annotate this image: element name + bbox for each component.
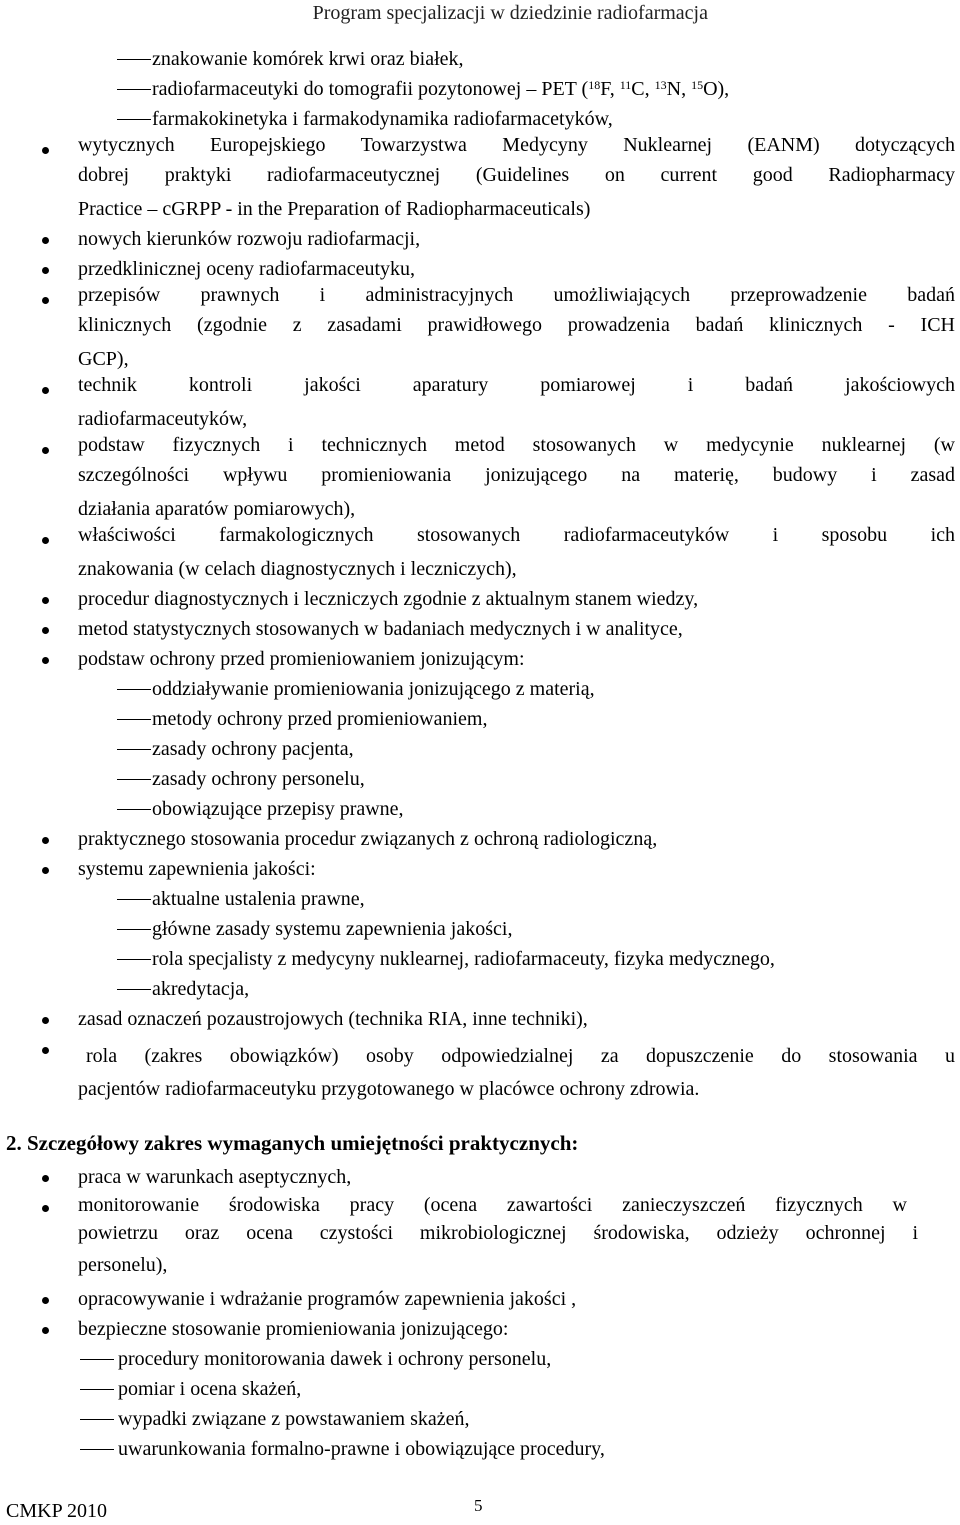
list-item: opracowywanie i wdrażanie programów zapewnienia jakości , — [78, 1288, 577, 1310]
list-item: oddziaływanie promieniowania jonizującego z materią, — [152, 678, 595, 700]
list-item-line: właściwości farmakologicznych stosowanych radiofarmaceutyków i sposobu ich — [78, 524, 955, 546]
list-item-line: przepisów prawnych i administracyjnych umożliwiających przeprowadzenie badań — [78, 284, 955, 306]
dash-marker — [80, 1359, 114, 1360]
dash-marker — [80, 1389, 114, 1390]
dash-marker — [117, 719, 151, 720]
dash-marker — [117, 959, 151, 960]
list-item-line: rola (zakres obowiązków) osoby odpowiedzialnej za dopuszczenie do stosowania u — [86, 1045, 955, 1067]
list-item: zasady ochrony personelu, — [152, 768, 365, 790]
dash-marker — [117, 749, 151, 750]
list-item: przedklinicznej oceny radiofarmaceutyku, — [78, 258, 416, 280]
list-item: procedury monitorowania dawek i ochrony personelu, — [118, 1348, 552, 1370]
list-item-line: GCP), — [78, 348, 129, 370]
bullet-marker — [42, 597, 49, 604]
dash-marker — [80, 1449, 114, 1450]
list-item: pomiar i ocena skażeń, — [118, 1378, 302, 1400]
list-item-line: wytycznych Europejskiego Towarzystwa Medycyny Nuklearnej (EANM) dotyczących — [78, 134, 955, 156]
bullet-marker — [42, 657, 49, 664]
list-item: nowych kierunków rozwoju radiofarmacji, — [78, 228, 421, 250]
list-item: metody ochrony przed promieniowaniem, — [152, 708, 488, 730]
dash-marker — [117, 59, 151, 60]
bullet-marker — [42, 1017, 49, 1024]
dash-marker — [80, 1419, 114, 1420]
bullet-marker — [42, 147, 49, 154]
dash-marker — [117, 809, 151, 810]
list-item-line: znakowania (w celach diagnostycznych i leczniczych), — [78, 558, 517, 580]
pet-list-item: radiofarmaceutyki do tomografii pozytonowej – PET ($^{18}$F, $^{11}$C, $^{13}$N, $^{15}$O), — [152, 78, 730, 100]
dash-marker — [117, 779, 151, 780]
list-item-line: monitorowanie środowiska pracy (ocena zawartości zanieczyszczeń fizycznych w — [78, 1194, 907, 1216]
bullet-marker — [42, 237, 49, 244]
list-item: uwarunkowania formalno-prawne i obowiązujące procedury, — [118, 1438, 605, 1460]
bullet-marker — [42, 447, 49, 454]
list-item: metod statystycznych stosowanych w badaniach medycznych i w analityce, — [78, 618, 683, 640]
list-item-line: Practice – cGRPP - in the Preparation of Radiopharmaceuticals) — [78, 198, 591, 220]
footer-label: CMKP 2010 — [6, 1500, 107, 1522]
page-number: 5 — [474, 1496, 483, 1515]
list-item: bezpieczne stosowanie promieniowania jonizującego: — [78, 1318, 509, 1340]
bullet-marker — [42, 1205, 49, 1212]
list-item-line: szczególności wpływu promieniowania jonizującego na materię, budowy i zasad — [78, 464, 955, 486]
list-item: obowiązujące przepisy prawne, — [152, 798, 404, 820]
list-item-line: powietrzu oraz ocena czystości mikrobiologicznej środowiska, odzieży ochronnej i — [78, 1222, 918, 1244]
list-item: praktycznego stosowania procedur związanych z ochroną radiologiczną, — [78, 828, 658, 850]
list-item: zasady ochrony pacjenta, — [152, 738, 354, 760]
list-item: główne zasady systemu zapewnienia jakości, — [152, 918, 513, 940]
bullet-marker — [42, 1327, 49, 1334]
list-item-line: klinicznych (zgodnie z zasadami prawidłowego prowadzenia badań klinicznych - ICH — [78, 314, 955, 336]
dash-marker — [117, 899, 151, 900]
dash-marker — [117, 989, 151, 990]
bullet-marker — [42, 537, 49, 544]
bullet-marker — [42, 1175, 49, 1182]
list-item: systemu zapewnienia jakości: — [78, 858, 316, 880]
list-item: akredytacja, — [152, 978, 250, 1000]
running-header: Program specjalizacji w dziedzinie radiofarmacja — [312, 2, 708, 24]
list-item: zasad oznaczeń pozaustrojowych (technika RIA, inne techniki), — [78, 1008, 588, 1030]
bullet-marker — [42, 387, 49, 394]
bullet-marker — [42, 837, 49, 844]
bullet-marker — [42, 627, 49, 634]
list-item-line: radiofarmaceutyków, — [78, 408, 248, 430]
bullet-marker — [42, 297, 49, 304]
list-item-line: pacjentów radiofarmaceutyku przygotowanego w placówce ochrony zdrowia. — [78, 1078, 700, 1100]
list-item: praca w warunkach aseptycznych, — [78, 1166, 352, 1188]
list-item: znakowanie komórek krwi oraz białek, — [152, 48, 464, 70]
list-item-line: personelu), — [78, 1254, 168, 1276]
list-item-line: podstaw fizycznych i technicznych metod stosowanych w medycynie nuklearnej (w — [78, 434, 955, 456]
list-item: farmakokinetyka i farmakodynamika radiofarmacetyków, — [152, 108, 613, 130]
dash-marker — [117, 929, 151, 930]
list-item: wypadki związane z powstawaniem skażeń, — [118, 1408, 470, 1430]
list-item-line: działania aparatów pomiarowych), — [78, 498, 356, 520]
bullet-marker — [42, 1297, 49, 1304]
list-item: aktualne ustalenia prawne, — [152, 888, 365, 910]
list-item-line: dobrej praktyki radiofarmaceutycznej (Guidelines on current good Radiopharmacy — [78, 164, 955, 186]
dash-marker — [117, 119, 151, 120]
list-item: podstaw ochrony przed promieniowaniem jonizującym: — [78, 648, 525, 670]
bullet-marker — [42, 867, 49, 874]
section-heading: 2. Szczegółowy zakres wymaganych umiejętności praktycznych: — [6, 1131, 579, 1155]
list-item: rola specjalisty z medycyny nuklearnej, radiofarmaceuty, fizyka medycznego, — [152, 948, 775, 970]
bullet-marker — [42, 1047, 49, 1054]
list-item: procedur diagnostycznych i leczniczych zgodnie z aktualnym stanem wiedzy, — [78, 588, 699, 610]
dash-marker — [117, 89, 151, 90]
bullet-marker — [42, 267, 49, 274]
dash-marker — [117, 689, 151, 690]
list-item-line: technik kontroli jakości aparatury pomiarowej i badań jakościowych — [78, 374, 955, 396]
